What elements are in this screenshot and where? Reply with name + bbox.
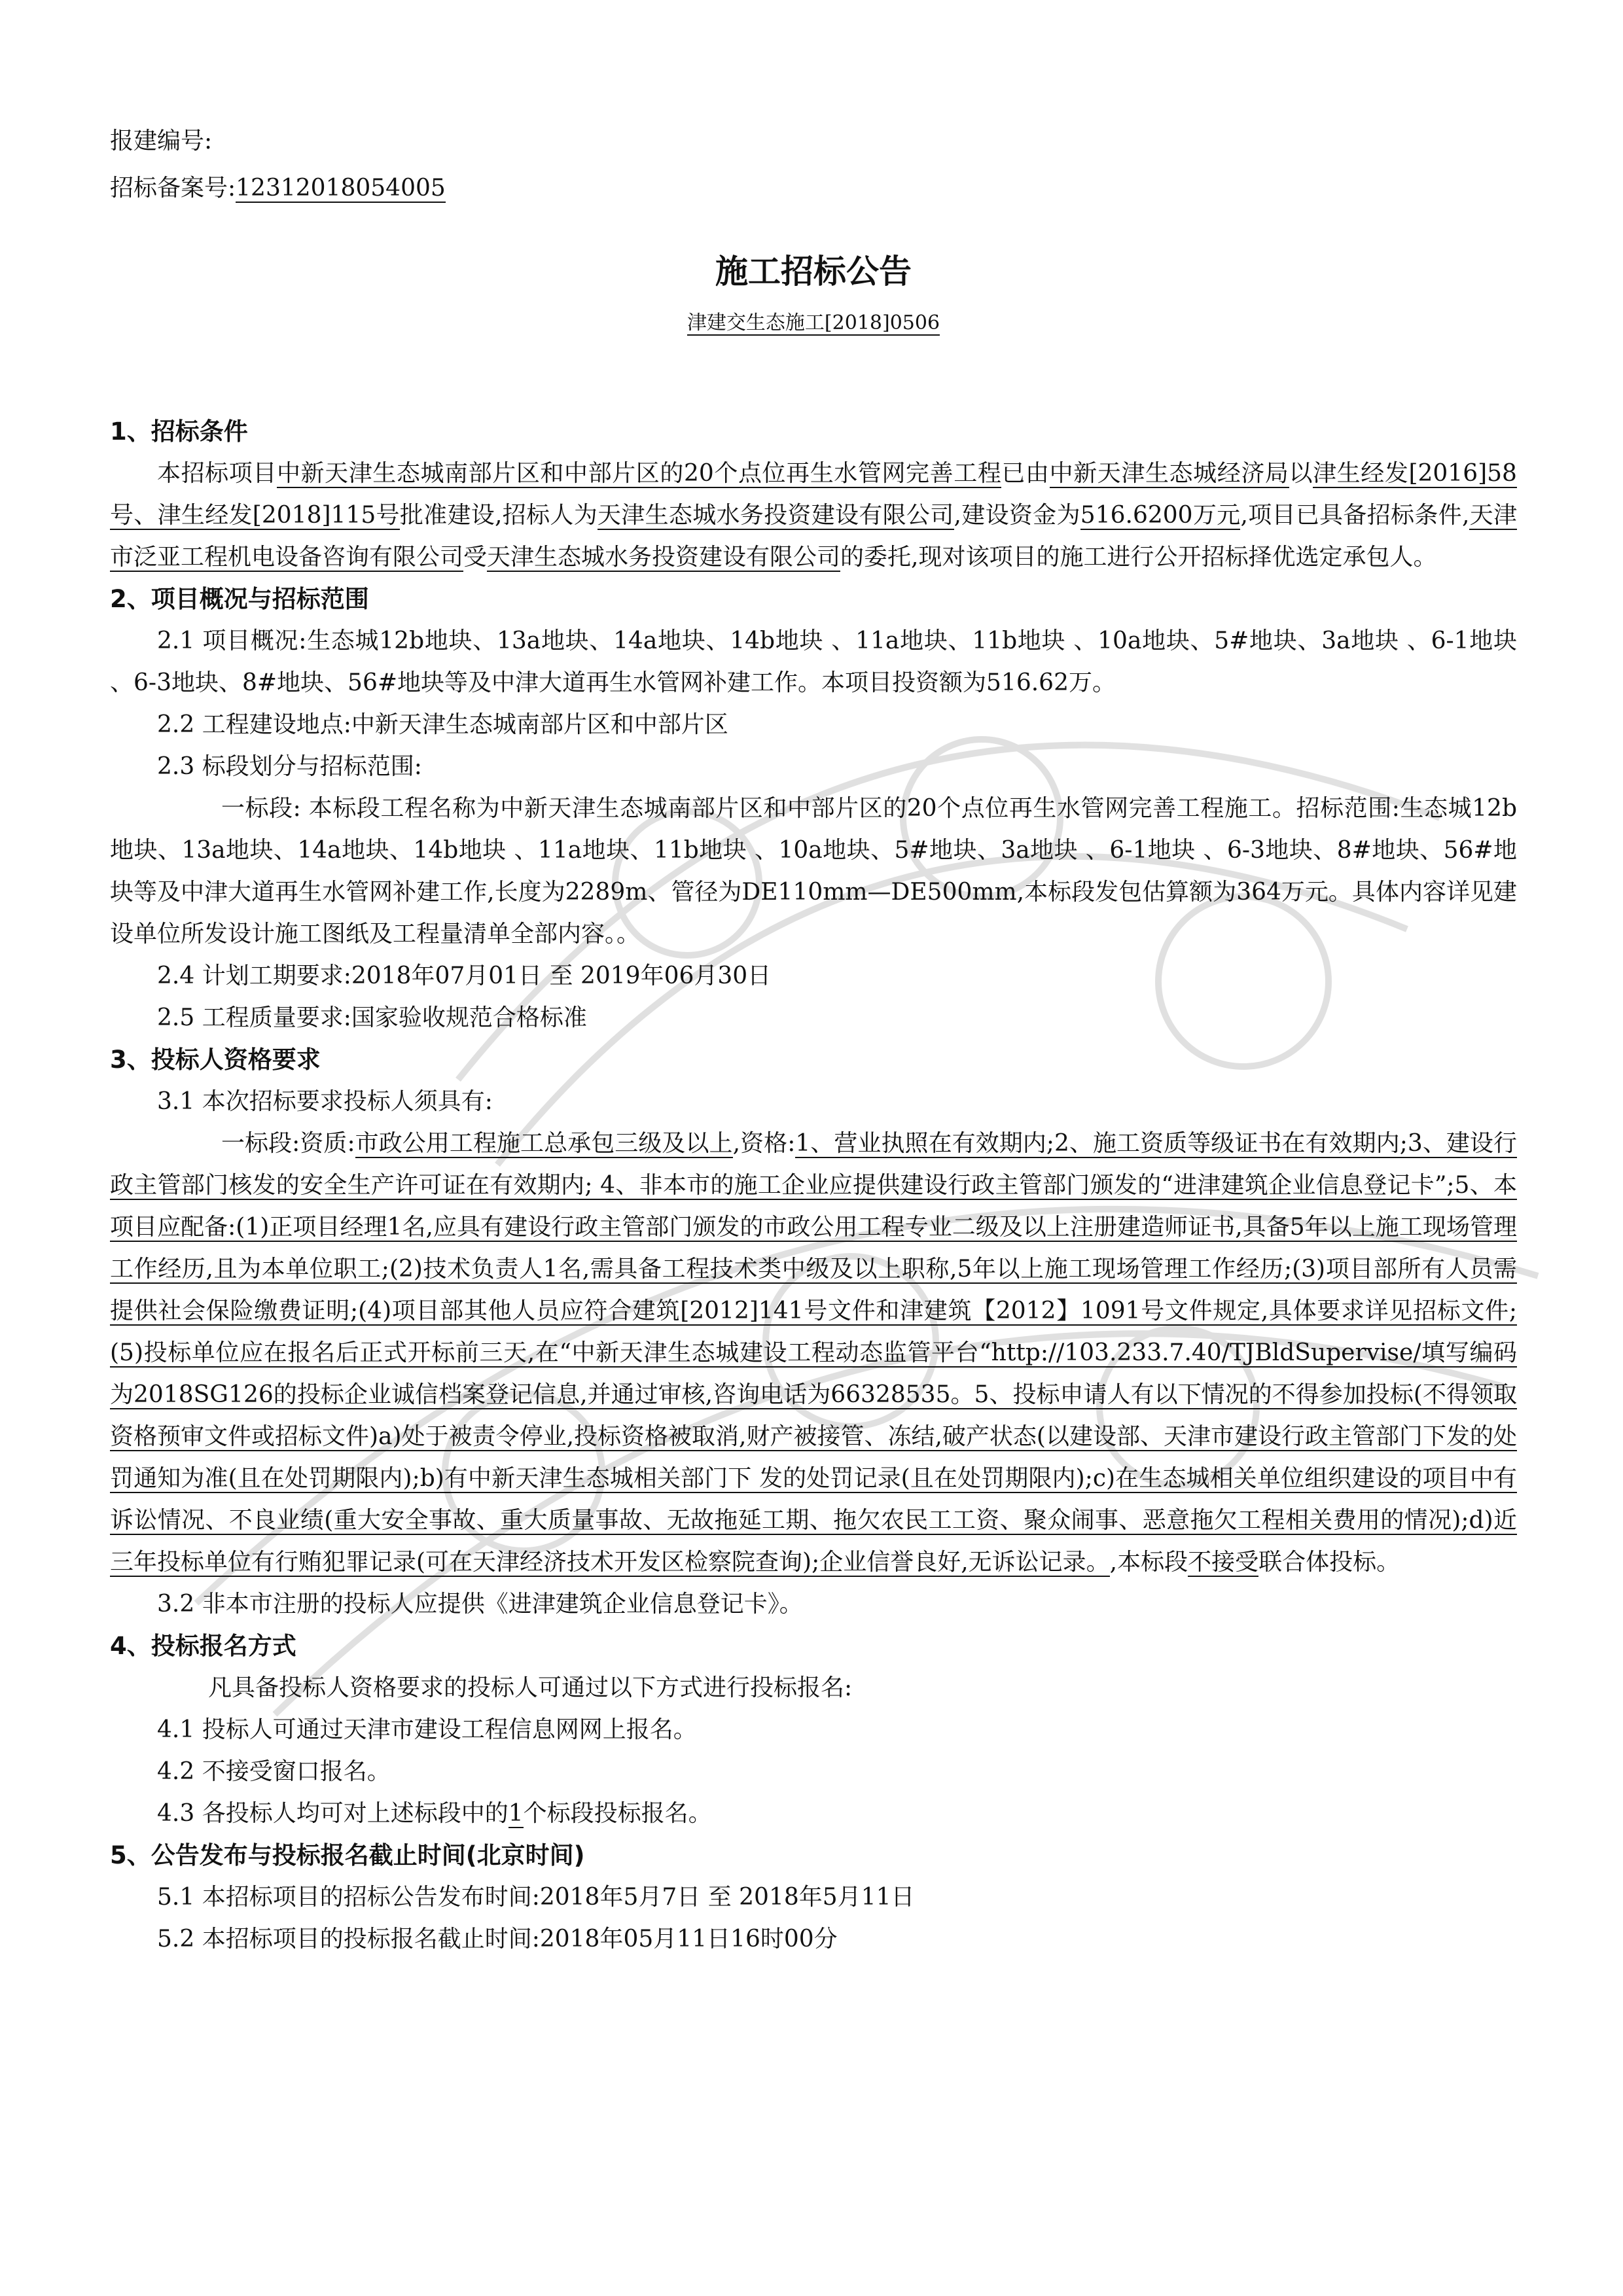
record-number-value: 12312018054005 <box>236 175 446 202</box>
qualification-details: 一标段:资质:市政公用工程施工总承包三级及以上,资格:1、营业执照在有效期内;2、施工资质等级证书在有效期内;3、建设行政主管部门核发的安全生产许可证在有效期内; 4、非本市的施工企业应提供建设行政主管部门颁发的“进津建筑企业信息登记卡”;5、本项目应配备:(1)正项目经理1名,应具有建设行政主管部门颁发的市政公用工程专业二级及以上注册建造师证书,具备5年以上施工现场管理工作经历,且为本单位职工;(2)技术负责人1名,需具备工程技术类中级及以上职称,5年以上施工现场管理工作经历;(3)项目部所有人员需提供社会保险缴费证明;(4)项目部其他人员应符合建筑[2012]141号文件和津建筑【2012】1091号文件规定,具体要求详见招标文件;(5)投标单位应在报名后正式开标前三天,在“中新天津生态城建设工程动态监管平台“http://103.233.7.40/TJBldSupervise/填写编码为2018SG126的投标企业诚信档案登记信息,并通过审核,咨询电话为66328535。5、投标申请人有以下情况的不得参加投标(不得领取资格预审文件或招标文件)a)处于被责令停业,投标资格被取消,财产被接管、冻结,破产状态(以建设部、天津市建设行政主管部门下发的处罚通知为准(且在处罚期限内);b)有中新天津生态城相关部门下 发的处罚记录(且在处罚期限内);c)在生态城相关单位组织建设的项目中有诉讼情况、不良业绩(重大安全事故、重大质量事故、无故拖延工期、拖欠农民工工资、聚众闹事、恶意拖欠工程相关费用的情况);d)近三年投标单位有行贿犯罪记录(可在天津经济技术开发区检察院查询);企业信誉良好,无诉讼记录。,本标段不接受联合体投标。 <box>110 1130 1517 1576</box>
registration-intro: 凡具备投标人资格要求的投标人可通过以下方式进行投标报名: <box>208 1674 853 1701</box>
report-number-line <box>110 118 1517 165</box>
construction-site: 2.2 工程建设地点:中新天津生态城南部片区和中部片区 <box>157 711 728 738</box>
qualification-intro: 3.1 本次招标要求投标人须具有: <box>157 1088 493 1115</box>
project-overview: 2.1 项目概况:生态城12b地块、13a地块、14a地块、14b地块 、11a地块、11b地块 、10a地块、5#地块、3a地块 、6-1地块 、6-3地块、8#地块、56#地块等及中津大道再生水管网补建工作。本项目投资额为516.62万。 <box>110 627 1517 696</box>
section-5-heading: 5、公告发布与投标报名截止时间(北京时间) <box>110 1841 585 1869</box>
section-1-heading: 1、招标条件 <box>110 417 248 446</box>
approver-name: 中新天津生态城经济局 <box>1049 460 1289 487</box>
approval-doc: 津生经发[2016]58号、津生经发[2018]115号 <box>110 460 1517 529</box>
section-1-paragraph: 本招标项目中新天津生态城南部片区和中部片区的20个点位再生水管网完善工程已由中新天津生态城经济局以津生经发[2016]58号、津生经发[2018]115号批准建设,招标人为天津生态城水务投资建设有限公司,建设资金为516.6200万元,项目已具备招标条件,天津市泛亚工程机电设备咨询有限公司受天津生态城水务投资建设有限公司的委托,现对该项目的施工进行公开招标择优选定承包人。 <box>110 460 1517 571</box>
project-name: 中新天津生态城南部片区和中部片区的20个点位再生水管网完善工程 <box>276 460 1002 487</box>
publish-period: 5.1 本招标项目的招标公告发布时间:2018年5月7日 至 2018年5月11日 <box>157 1884 915 1911</box>
owner-name: 天津生态城水务投资建设有限公司 <box>597 502 954 529</box>
lot-description: 一标段: 本标段工程名称为中新天津生态城南部片区和中部片区的20个点位再生水管网完善工程施工。招标范围:生态城12b地块、13a地块、14a地块、14b地块 、11a地块、11b地块 、10a地块、5#地块、3a地块 、6-1地块 、6-3地块、8#地块、56#地块等及中津大道再生水管网补建工作,长度为2289m、管径为DE110mm—DE500mm,本标段发包估算额为364万元。具体内容详见建设单位所发设计施工图纸及工程量清单全部内容。。 <box>110 795 1517 947</box>
section-3-heading: 3、投标人资格要求 <box>110 1046 321 1074</box>
lot-count: 1 <box>508 1800 524 1827</box>
registration-window: 4.2 不接受窗口报名。 <box>157 1758 391 1785</box>
consortium-status: 不接受 <box>1188 1549 1259 1576</box>
section-2-heading: 2、项目概况与招标范围 <box>110 585 369 613</box>
record-number-line <box>110 165 1517 212</box>
owner-name-2: 天津生态城水务投资建设有限公司 <box>487 544 841 571</box>
schedule-requirement: 2.4 计划工期要求:2018年07月01日 至 2019年06月30日 <box>157 963 772 989</box>
registration-online: 4.1 投标人可通过天津市建设工程信息网网上报名。 <box>157 1716 697 1743</box>
agent-name: 天津市泛亚工程机电设备咨询有限公司 <box>110 502 1517 571</box>
page-title: 施工招标公告 <box>715 253 912 291</box>
lot-division-title: 2.3 标段划分与招标范围: <box>157 753 422 780</box>
funds-amount: 516.6200万元 <box>1080 502 1241 529</box>
registration-deadline: 5.2 本招标项目的投标报名截止时间:2018年05月11日16时00分 <box>157 1926 838 1952</box>
report-number-label: 报建编号: <box>110 128 213 154</box>
notice-document <box>110 118 1517 1960</box>
registration-lots: 4.3 各投标人均可对上述标段中的1个标段投标报名。 <box>157 1800 712 1827</box>
qualification-requirements: 1、营业执照在有效期内;2、施工资质等级证书在有效期内;3、建设行政主管部门核发的安全生产许可证在有效期内; 4、非本市的施工企业应提供建设行政主管部门颁发的“进津建筑企业信息登记卡”;5、本项目应配备:(1)正项目经理1名,应具有建设行政主管部门颁发的市政公用工程专业二级及以上注册建造师证书,具备5年以上施工现场管理工作经历,且为本单位职工;(2)技术负责人1名,需具备工程技术类中级及以上职称,5年以上施工现场管理工作经历;(3)项目部所有人员需提供社会保险缴费证明;(4)项目部其他人员应符合建筑[2012]141号文件和津建筑【2012】1091号文件规定,具体要求详见招标文件;(5)投标单位应在报名后正式开标前三天,在“中新天津生态城建设工程动态监管平台“http://103.233.7.40/TJBldSupervise/填写编码为2018SG126的投标企业诚信档案登记信息,并通过审核,咨询电话为66328535。5、投标申请人有以下情况的不得参加投标(不得领取资格预审文件或招标文件)a)处于被责令停业,投标资格被取消,财产被接管、冻结,破产状态(以建设部、天津市建设行政主管部门下发的处罚通知为准(且在处罚期限内);b)有中新天津生态城相关部门下 发的处罚记录(且在处罚期限内);c)在生态城相关单位组织建设的项目中有诉讼情况、不良业绩(重大安全事故、重大质量事故、无故拖延工期、拖欠农民工工资、聚众闹事、恶意拖欠工程相关费用的情况);d)近三年投标单位有行贿犯罪记录(可在天津经济技术开发区检察院查询);企业信誉良好,无诉讼记录。 <box>110 1130 1517 1576</box>
record-number-label: 招标备案号: <box>110 175 236 202</box>
qualification-level: 市政公用工程施工总承包三级及以上 <box>355 1130 733 1157</box>
document-number: 津建交生态施工[2018]0506 <box>687 311 940 334</box>
non-local-requirement: 3.2 非本市注册的投标人应提供《进津建筑企业信息登记卡》。 <box>157 1591 803 1617</box>
section-4-heading: 4、投标报名方式 <box>110 1632 296 1660</box>
quality-requirement: 2.5 工程质量要求:国家验收规范合格标准 <box>157 1004 587 1031</box>
